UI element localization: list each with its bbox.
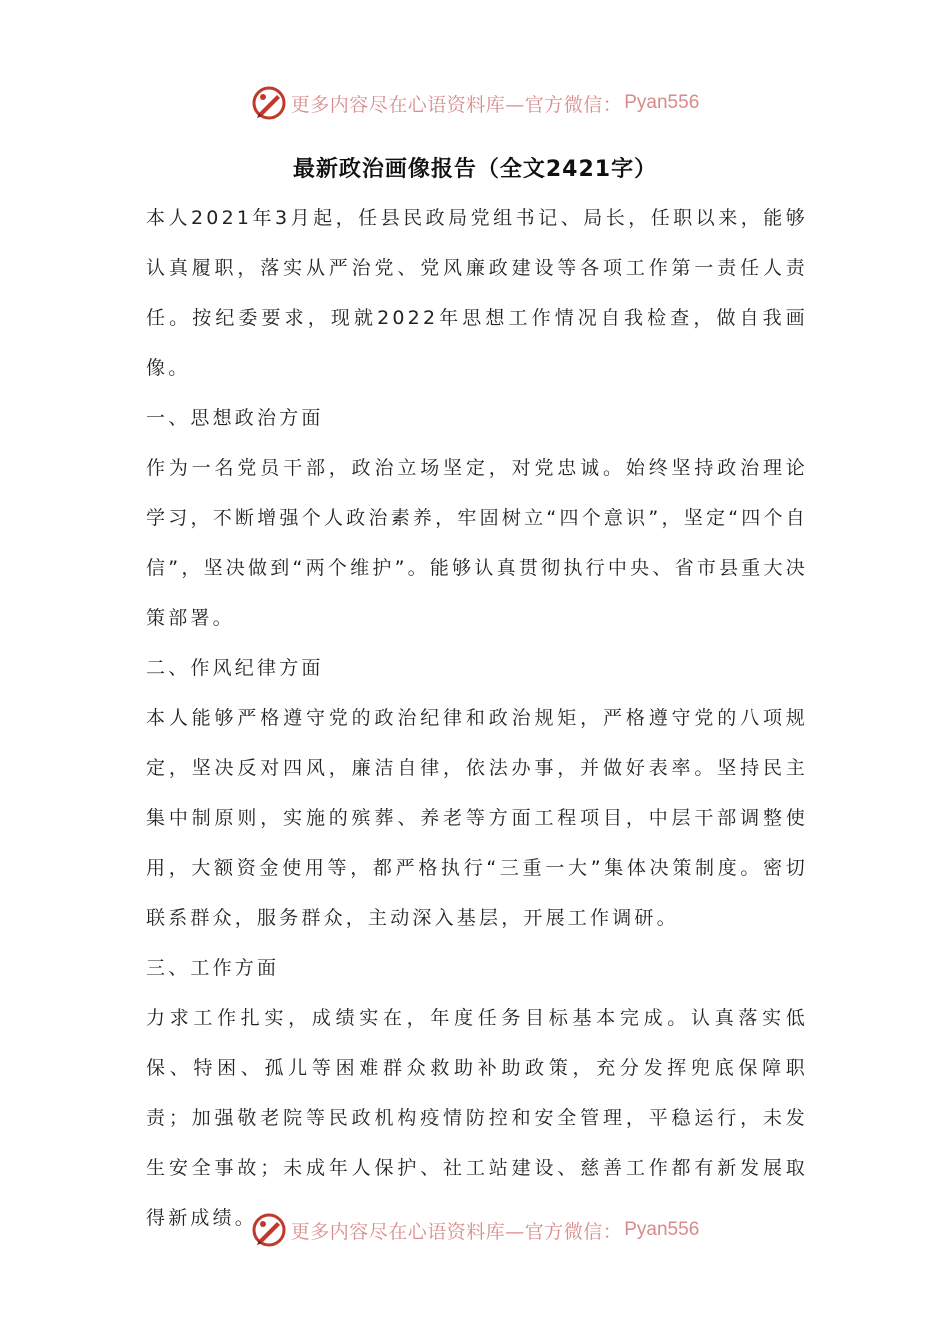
section-heading-1: 一、思想政治方面	[146, 407, 324, 429]
banner-text: 更多内容尽在心语资料库—官方微信：	[290, 1220, 623, 1243]
section-heading-2: 二、作风纪律方面	[146, 657, 324, 679]
paragraph-section-3: 力求工作扎实，成绩实在，年度任务目标基本完成。认真落实低保、特困、孤儿等困难群众救助补助政策，充分发挥兜底保障职责；加强敬老院等民政机构疫情防控和安全管理，平稳运行，未发生安全事故；未成年人保护、社工站建设、慈善工作都有新发展取得新成绩。	[146, 1007, 808, 1229]
header-watermark-banner	[0, 83, 950, 123]
footer-watermark-banner	[0, 1210, 950, 1250]
section-heading-3: 三、工作方面	[146, 957, 280, 979]
pen-logo-icon	[251, 85, 287, 121]
document-body	[146, 193, 808, 1243]
document-title: 最新政治画像报告（全文2421字）	[292, 157, 658, 182]
banner-wechat-id: Pyan556	[624, 92, 700, 113]
pen-logo-icon	[251, 1212, 287, 1248]
banner-text: 更多内容尽在心语资料库—官方微信：	[290, 93, 623, 116]
paragraph-section-2: 本人能够严格遵守党的政治纪律和政治规矩，严格遵守党的八项规定，坚决反对四风，廉洁自律，依法办事，并做好表率。坚持民主集中制原则，实施的殡葬、养老等方面工程项目，中层干部调整使用，大额资金使用等，都严格执行“三重一大”集体决策制度。密切联系群众，服务群众，主动深入基层，开展工作调研。	[146, 707, 808, 929]
paragraph-section-1: 作为一名党员干部，政治立场坚定，对党忠诚。始终坚持政治理论学习，不断增强个人政治素养，牢固树立“四个意识”，坚定“四个自信”，坚决做到“两个维护”。能够认真贯彻执行中央、省市县重大决策部署。	[146, 457, 808, 629]
paragraph-intro: 本人2021年3月起，任县民政局党组书记、局长，任职以来，能够认真履职，落实从严治党、党风廉政建设等各项工作第一责任人责任。按纪委要求，现就2022年思想工作情况自我检查，做自我画像。	[146, 207, 808, 379]
banner-wechat-id: Pyan556	[624, 1219, 700, 1240]
